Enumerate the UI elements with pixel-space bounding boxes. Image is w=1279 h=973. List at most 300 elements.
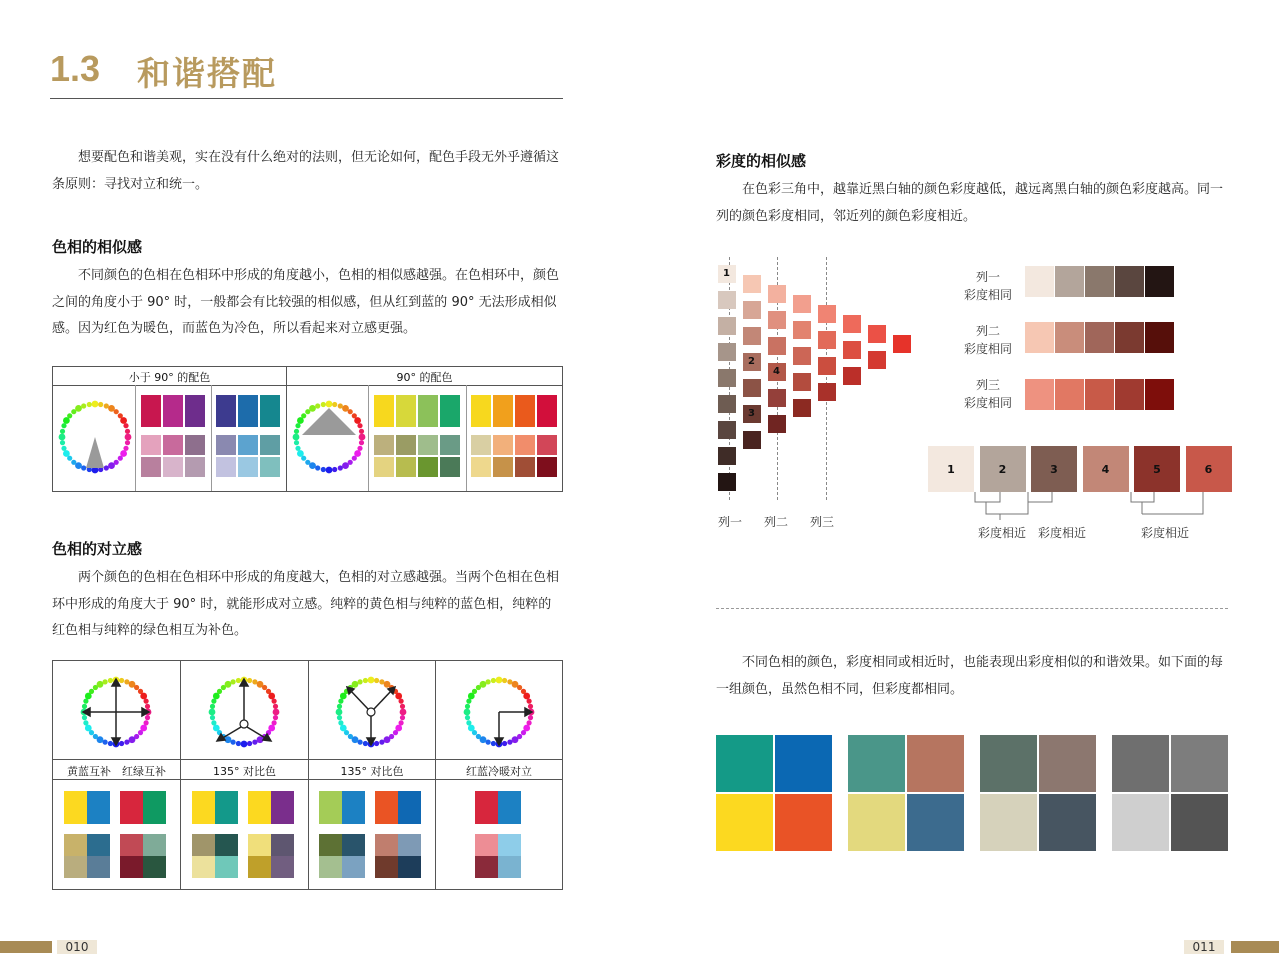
hue-similar-heading: 色相的相似感 (52, 238, 143, 256)
triangle-swatch (718, 395, 736, 413)
wheel-dot (145, 704, 150, 709)
swatch (87, 856, 110, 878)
table-header-under-90: 小于 90° 的配色 (128, 371, 211, 384)
chroma-swatch (980, 735, 1037, 792)
wheel-dot (124, 740, 129, 745)
table-divider (286, 367, 287, 491)
wheel-dot (336, 709, 343, 716)
triangle-swatch (818, 357, 836, 375)
wheel-dot (502, 678, 507, 683)
wheel-dot (357, 446, 362, 451)
wheel-dot (82, 715, 87, 720)
column-label: 列三 (809, 515, 834, 529)
swatch (215, 834, 238, 856)
page-number-left: 010 (57, 940, 97, 954)
table-header-90: 90° 的配色 (396, 371, 453, 384)
chroma-swatch (775, 735, 832, 792)
chroma-swatch (716, 735, 773, 792)
wheel-dot (60, 440, 65, 445)
wheel-dot (507, 740, 512, 745)
wheel-dot (108, 462, 115, 469)
wheel-dot (358, 679, 363, 684)
swatch-grid (319, 834, 365, 878)
table-header-rule (53, 385, 562, 386)
wheel-dot (465, 704, 470, 709)
row-label-three (955, 376, 1021, 412)
swatch (120, 834, 143, 856)
wheel-dot (468, 725, 475, 732)
swatch (374, 395, 394, 427)
wheel-dot (301, 413, 306, 418)
numbered-square: 1 (928, 446, 974, 492)
swatch (342, 791, 365, 824)
section-number: 1.3 (50, 48, 101, 89)
triangle-swatch (743, 405, 761, 423)
swatch (375, 856, 398, 878)
wheel-dot (85, 725, 92, 732)
wheel-dot (332, 467, 337, 472)
wheel-dot (210, 704, 215, 709)
wheel-dot (466, 720, 471, 725)
triangle-swatch (793, 295, 811, 313)
swatch-grid (192, 834, 238, 878)
strip-swatch (1115, 266, 1144, 297)
strip-swatch (1025, 379, 1054, 410)
swatch-pair (120, 791, 166, 824)
triangle-swatch (718, 421, 736, 439)
chroma-group (716, 735, 832, 851)
wheel-dot (61, 423, 66, 428)
saturation-strip-one (1025, 266, 1175, 297)
swatch (440, 395, 460, 427)
wheel-dot (104, 465, 109, 470)
triangle-swatch (893, 335, 911, 353)
numbered-square: 4 (1083, 446, 1129, 492)
wheel-dot (61, 446, 66, 451)
swatch (248, 856, 271, 878)
chroma-swatch (980, 794, 1037, 851)
triangle-swatch (718, 369, 736, 387)
wheel-dot (268, 693, 275, 700)
wheel-dot (67, 413, 72, 418)
column-label: 列一 (717, 515, 742, 529)
swatch (143, 834, 166, 856)
section-separator (716, 608, 1228, 609)
swatch (216, 457, 236, 477)
swatch (374, 435, 394, 455)
swatch (375, 791, 398, 824)
swatch (440, 435, 460, 455)
saturation-heading: 彩度的相似感 (716, 152, 807, 170)
triangle-swatch (718, 447, 736, 465)
wheel-dot (491, 741, 496, 746)
swatch (418, 395, 438, 427)
chroma-swatch (1112, 794, 1169, 851)
triangle-number: 2 (748, 356, 755, 367)
wheel-dot (354, 417, 361, 424)
triangle-swatch (793, 347, 811, 365)
swatch (87, 791, 110, 824)
swatch-pair (319, 791, 365, 824)
triangle-number: 1 (723, 268, 730, 279)
wheel-dot (517, 685, 522, 690)
swatch (64, 834, 87, 856)
row-label-b: 彩度相同 (963, 342, 1012, 356)
chroma-group (980, 735, 1096, 851)
swatch (271, 791, 294, 824)
chroma-swatch (848, 735, 905, 792)
wheel-dot (486, 679, 491, 684)
wheel-dot (104, 403, 109, 408)
column-guide (826, 257, 827, 500)
wheel-dot (400, 704, 405, 709)
color-wheel-icon (78, 674, 154, 750)
wheel-dot (315, 465, 320, 470)
wheel-dot (247, 741, 252, 746)
triangle-swatch (743, 301, 761, 319)
swatch-group (216, 395, 280, 427)
wheel-dot (273, 709, 280, 716)
swatch (342, 856, 365, 878)
strip-swatch (1055, 266, 1084, 297)
swatch-grid (475, 834, 521, 878)
wheel-dot (293, 434, 300, 441)
numbered-square: 6 (1186, 446, 1232, 492)
wheel-dot (368, 677, 375, 684)
strip-swatch (1145, 379, 1174, 410)
swatch (498, 834, 521, 856)
swatch (163, 435, 183, 455)
wheel-dot (75, 405, 82, 412)
swatch (192, 834, 215, 856)
swatch (319, 856, 342, 878)
wheel-dot (338, 403, 343, 408)
wheel-dot (118, 456, 123, 461)
swatch (396, 457, 416, 477)
table-divider (368, 385, 369, 491)
wheel-dot (262, 685, 267, 690)
swatch (471, 435, 491, 455)
wheel-dot (103, 679, 108, 684)
color-wheel-icon (206, 674, 282, 750)
color-wheel-icon (290, 398, 368, 476)
triangle-swatch (768, 363, 786, 381)
swatch (398, 791, 421, 824)
wheel-dot (247, 678, 252, 683)
swatch (64, 856, 87, 878)
wheel-dot (340, 725, 347, 732)
row-label-two (955, 322, 1021, 358)
swatch (185, 395, 205, 427)
triangle-swatch (793, 321, 811, 339)
swatch-group (374, 395, 460, 427)
swatch (471, 395, 491, 427)
row-label-a: 列二 (975, 324, 1000, 338)
swatch (163, 457, 183, 477)
swatch (143, 856, 166, 878)
wheel-dot (60, 429, 65, 434)
wheel-dot (496, 677, 503, 684)
numbered-square: 3 (1031, 446, 1077, 492)
page-number-right: 011 (1184, 940, 1224, 954)
wheel-dot (209, 709, 216, 716)
chroma-swatch (1039, 735, 1096, 792)
triangle-swatch (818, 383, 836, 401)
triangle-swatch (718, 343, 736, 361)
wheel-dot (272, 699, 277, 704)
swatch-pair (64, 791, 110, 824)
swatch (120, 856, 143, 878)
swatch (515, 435, 535, 455)
wheel-dot (295, 446, 300, 451)
wheel-dot (89, 689, 94, 694)
swatch (475, 791, 498, 824)
numbered-squares (928, 446, 1230, 546)
wheel-dot (395, 693, 402, 700)
saturation-paragraph: 在色彩三角中，越靠近黑白轴的颜色彩度越低，越远离黑白轴的颜色彩度越高。同一列的颜色彩度相同，邻近列的颜色彩度相近。 (716, 182, 1224, 224)
chroma-group (848, 735, 964, 851)
chroma-paragraph: 不同色相的颜色，彩度相同或相近时，也能表现出彩度相似的和谐效果。如下面的每一组颜色，虽然色相不同，但彩度都相同。 (716, 655, 1224, 697)
wheel-dot (315, 403, 320, 408)
wheel-dot (217, 689, 222, 694)
wheel-dot (309, 405, 316, 412)
swatch (537, 457, 557, 477)
chroma-swatch (848, 794, 905, 851)
triangle-swatch (718, 473, 736, 491)
hue-similar-paragraph: 不同颜色的色相在色相环中形成的角度越小，色相的相似感越强。在色相环中，颜色之间的角度小于 90° 时，一般都会有比较强的相似感，但从红到蓝的 90° 无法形成相似感。因为红色为暖色，而蓝色为冷色，所以看起来对立感更强。 (52, 268, 560, 336)
wheel-dot (108, 678, 113, 683)
swatch (271, 856, 294, 878)
table-rule (53, 779, 562, 780)
swatch-group (141, 395, 205, 427)
swatch-pair (375, 791, 421, 824)
triangle-swatch (818, 305, 836, 323)
swatch (248, 834, 271, 856)
swatch (398, 856, 421, 878)
wheel-dot (225, 681, 232, 688)
wheel-dot (393, 730, 398, 735)
row-label-a: 列三 (975, 378, 1000, 392)
wheel-dot (211, 720, 216, 725)
wheel-dot (359, 429, 364, 434)
swatch (418, 435, 438, 455)
triangle-swatch (743, 353, 761, 371)
chroma-swatch (775, 794, 832, 851)
wheel-dot (119, 741, 124, 746)
wheel-dot (63, 450, 70, 457)
wheel-dot (295, 423, 300, 428)
chroma-groups (716, 735, 1229, 851)
wheel-dot (342, 462, 349, 469)
chroma-swatch (1039, 794, 1096, 851)
triangle-swatch (718, 291, 736, 309)
wheel-dot (326, 467, 333, 474)
wheel-dot (83, 720, 88, 725)
swatch (238, 395, 258, 427)
wheel-dot (363, 678, 368, 683)
wheel-dot (337, 704, 342, 709)
table-divider (466, 385, 467, 491)
wheel-dot (384, 736, 391, 743)
wheel-dot (231, 679, 236, 684)
table-rule (53, 759, 562, 760)
wheel-dot (359, 434, 366, 441)
wheel-dot (399, 699, 404, 704)
chroma-swatch (1171, 735, 1228, 792)
strip-swatch (1025, 322, 1054, 353)
triangle-swatch (818, 331, 836, 349)
swatch (163, 395, 183, 427)
chroma-swatch (1171, 794, 1228, 851)
row-label-b: 彩度相同 (963, 288, 1012, 302)
swatch (238, 435, 258, 455)
wheel-dot (348, 409, 353, 414)
wheel-dot (338, 465, 343, 470)
swatch-grid (120, 834, 166, 878)
wheel-dot (81, 403, 86, 408)
wheel-dot (464, 709, 471, 716)
color-wheel-icon (56, 398, 134, 476)
wheel-dot (236, 678, 241, 683)
swatch (319, 834, 342, 856)
wheel-dot (93, 734, 98, 739)
triangle-swatch (843, 367, 861, 385)
wheel-dot (210, 715, 215, 720)
wheel-dot (363, 741, 368, 746)
strip-swatch (1085, 322, 1114, 353)
swatch (493, 435, 513, 455)
numbered-square: 2 (980, 446, 1026, 492)
swatch (498, 791, 521, 824)
triangle-swatch (718, 265, 736, 283)
caption-135-a: 135° 对比色 (213, 765, 276, 778)
table-divider (135, 385, 136, 491)
wheel-dot (273, 715, 278, 720)
swatch (396, 435, 416, 455)
wheel-dot (87, 402, 92, 407)
wheel-dot (297, 450, 304, 457)
table-divider (211, 385, 212, 491)
strip-swatch (1145, 322, 1174, 353)
angle-wedge (86, 437, 104, 468)
swatch-group (471, 395, 557, 427)
triangle-swatch (768, 337, 786, 355)
wheel-dot (465, 715, 470, 720)
triangle-swatch (868, 325, 886, 343)
swatch-pair (192, 791, 238, 824)
hue-similar-table (52, 366, 563, 492)
chroma-swatch (1112, 735, 1169, 792)
wheel-dot (59, 434, 66, 441)
triangle-swatch (768, 415, 786, 433)
swatch (260, 395, 280, 427)
wheel-dot (241, 741, 248, 748)
strip-swatch (1025, 266, 1054, 297)
swatch (238, 457, 258, 477)
section-title: 和谐搭配 (137, 54, 277, 93)
near-label: 彩度相近 (1140, 526, 1189, 540)
wheel-dot (348, 734, 353, 739)
wheel-dot (71, 460, 76, 465)
wheel-dot (294, 429, 299, 434)
wheel-dot (400, 715, 405, 720)
near-label: 彩度相近 (977, 526, 1026, 540)
caption-135-b: 135° 对比色 (340, 765, 404, 778)
swatch (260, 457, 280, 477)
swatch (141, 457, 161, 477)
swatch (375, 834, 398, 856)
wheel-dot (140, 693, 147, 700)
color-triangle (710, 255, 950, 545)
swatch (537, 435, 557, 455)
wheel-dot (352, 681, 359, 688)
wheel-dot (134, 685, 139, 690)
wheel-dot (125, 429, 130, 434)
wheel-dot (144, 699, 149, 704)
strip-swatch (1085, 379, 1114, 410)
swatch (493, 395, 513, 427)
swatch-group (374, 435, 460, 477)
row-label-a: 列一 (975, 270, 1000, 284)
wheel-dot (521, 730, 526, 735)
wheel-dot (123, 423, 128, 428)
wheel-dot (294, 440, 299, 445)
wheel-dot (123, 446, 128, 451)
wheel-dot (82, 704, 87, 709)
numbered-square: 5 (1134, 446, 1180, 492)
strip-swatch (1145, 266, 1174, 297)
column-label: 列二 (763, 515, 788, 529)
wheel-dot (125, 434, 132, 441)
triangle-swatch (718, 317, 736, 335)
wheel-dot (129, 736, 136, 743)
swatch (192, 856, 215, 878)
wheel-dot (491, 678, 496, 683)
wheel-dot (252, 740, 257, 745)
near-label: 彩度相近 (1037, 526, 1086, 540)
triangle-swatch (743, 275, 761, 293)
triangle-number: 4 (773, 366, 780, 377)
swatch (475, 834, 498, 856)
triangle-swatch (843, 341, 861, 359)
swatch (215, 856, 238, 878)
swatch (260, 435, 280, 455)
swatch (374, 457, 394, 477)
wheel-dot (125, 440, 130, 445)
wheel-dot (476, 734, 481, 739)
strip-swatch (1085, 266, 1114, 297)
swatch-group (216, 435, 280, 477)
swatch-grid (64, 834, 110, 878)
wheel-dot (321, 402, 326, 407)
strip-swatch (1055, 322, 1084, 353)
triangle-swatch (793, 373, 811, 391)
swatch (64, 791, 87, 824)
chroma-group (1112, 735, 1228, 851)
wheel-dot (480, 681, 487, 688)
wheel-dot (472, 689, 477, 694)
triangle-swatch (768, 311, 786, 329)
wheel-dot (374, 678, 379, 683)
caption-warm-cool: 红蓝冷暖对立 (466, 765, 532, 778)
chroma-swatch (907, 794, 964, 851)
wheel-dot (400, 709, 407, 716)
swatch-group (471, 435, 557, 477)
color-wheel-icon (333, 674, 409, 750)
swatch (141, 435, 161, 455)
wheel-dot (213, 725, 220, 732)
swatch (319, 791, 342, 824)
